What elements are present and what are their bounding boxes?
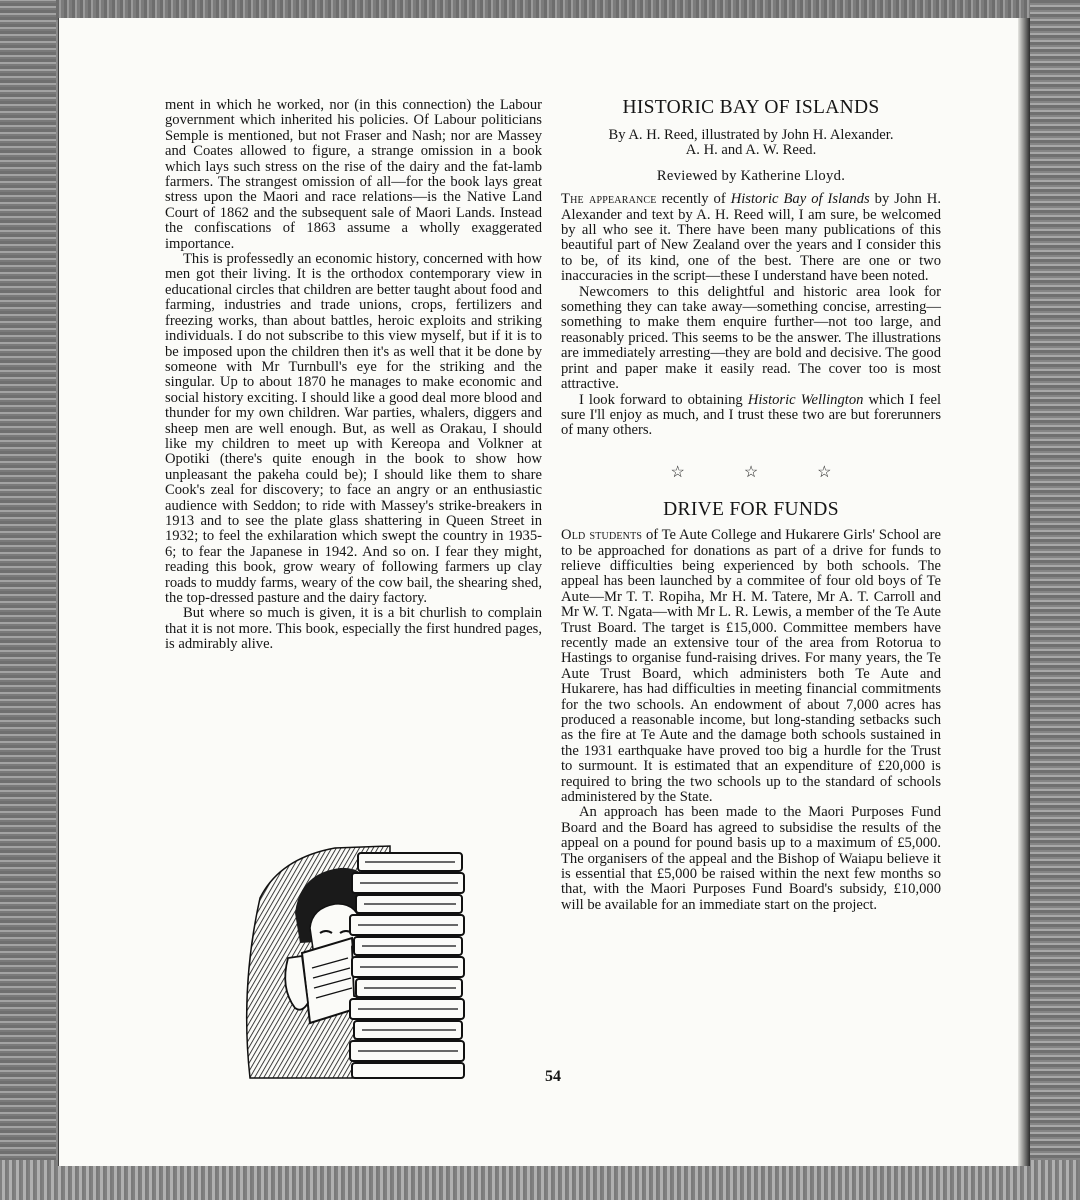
scan-border-top: [0, 0, 1080, 20]
page-number: 54: [545, 1068, 561, 1085]
boy-reading-behind-books-illustration: [240, 838, 472, 1080]
star-icon: ☆: [743, 463, 759, 481]
byline-publisher: A. H. and A. W. Reed.: [685, 142, 817, 159]
drive-paragraph-1: [561, 528, 941, 805]
scan-border-right: [1030, 0, 1080, 1200]
byline-author-illustrator: By A. H. Reed, illustrated by John H. Alexander.: [608, 127, 894, 143]
left-paragraph-3: But where so much is given, it is a bit churlish to complain that it is not more. This book, especially the first hundred pages, is admirably alive.: [165, 605, 542, 653]
review-byline: [561, 128, 941, 159]
historic-lead-in: The appearance: [561, 191, 657, 208]
historic-p3-text-b: which I feel sure I'll enjoy as much, and I trust these two are but forerunners of many others.: [561, 391, 942, 439]
drive-p1-text: of Te Aute College and Hukarere Girls' School are to be approached for donations as part of a drive for funds to relieve difficulties being experienced by both schools. The appeal has been launched by a commitee of four old boys of Te Aute—Mr T. T. Ropiha, Mr H. M. Tatere, Mr A. T. Carroll and Mr W. T. Ngata—with Mr L. R. Lewis, a member of the Te Aute Trust Board. The target is £15,000. Committee members have recently made an extensive tour of the area from Rotorua to Hastings to organise fund-raising drives. For many years, the Te Aute Trust Board, which administers both Te Aute and Hukarere, has had difficulties in meeting financial commitments for the two schools. An endowment of about 7,000 acres has produced a reasonable income, but long-standing setbacks such as the fire at Te Aute and the damage both schools sustained in the 1931 earthquake have proved too big a hurdle for the Trust to surmount. It is estimated that an expenditure of £20,000 is required to bring the two schools up to the standard of schools administered by the State.: [561, 527, 941, 806]
reviewed-by: Reviewed by Katherine Lloyd.: [656, 167, 846, 184]
star-divider: [561, 465, 941, 480]
star-icon: ☆: [670, 463, 685, 481]
historic-book-title: Historic Bay of Islands: [730, 191, 870, 208]
left-column-review-continuation: [165, 98, 542, 653]
right-column: [561, 96, 941, 913]
historic-p1-text-a: recently of: [656, 191, 731, 208]
historic-paragraph-3: [561, 393, 941, 439]
star-icon: ☆: [817, 463, 832, 481]
historic-paragraph-1: [561, 192, 941, 284]
historic-paragraph-2: Newcomers to this delightful and historic area look for something they can take away—something concise, arresting—something to make them enquire further—not too large, and reasonably priced. This seems to be the answer. The illustrations are immediately arresting—they are bold and decisive. The good print and paper make it easily read. The cover too is most attractive.: [561, 283, 941, 393]
scan-border-left: [0, 0, 56, 1200]
drive-for-funds-title: DRIVE FOR FUNDS: [663, 499, 839, 521]
left-paragraph-1: ment in which he worked, nor (in this connection) the Labour government which inherited his policies. Of Labour politicians Semple is mentioned, but not Fraser and Nash; nor are Massey and Coates allowed to figure, a strange omission in a book which lays such stress on the rise of the dairy and the fat-lamb farmers. The strangest omission of all—for the book lays great stress upon the Maori and race relations—is the Native Land Court of 1862 and the subsequent sale of Maori Lands. Instead the confiscations of 1863 assume a wholly exaggerated importance.: [165, 97, 542, 252]
left-paragraph-2: This is professedly an economic history, concerned with how men got their living. It is the orthodox contemporary view in educational circles that children are better taught about food and farming, industries and trade unions, crops, fertilizers and freezing works, than about battles, heroic exploits and striking individuals. I do not subscribe to this view myself, but if it is to be imposed upon the children then it's as well that it be done by someone with Mr Turnbull's eye for the striking and the singular. Up to about 1870 he manages to make economic and social history exciting. I should like a good deal more blood and thunder for my own children. War parties, whalers, diggers and sheep men are well enough. But, as well as Orakau, I should like my children to meet up with Kereopa and Volkner at Opotiki (there's quite enough in the book to show how unpleasant the pakeha could be); I should like them to share Cook's zeal for discovery; to face an angry or an enthusiastic audience with Seddon; to ride with Massey's strike-breakers in 1913 and to see the plate glass shattering in Queen Street in 1932; to feel the exhilaration which swept the country in 1935-6; to fear the Japanese in 1942. And so on. I fear they might, reading this book, grow weary of following farmers up clay roads to muddy farms, weary of the cow bail, the shearing shed, the top-dressed pasture and the dairy factory.: [165, 251, 542, 606]
historic-wellington-title: Historic Wellington: [747, 391, 864, 408]
drive-lead-in: Old students: [561, 527, 643, 544]
page-spine-shadow: [1018, 18, 1030, 1166]
scan-border-bottom: [0, 1160, 1080, 1200]
historic-bay-title: HISTORIC BAY OF ISLANDS: [622, 97, 880, 118]
historic-p1-text-b: by John H. Alexander and text by A. H. Reed will, I am sure, be welcomed by all who see it. There have been many publications of this beautiful part of New Zealand over the years and I consider this to be, of its kind, one of the best. There are one or two inaccuracies in the script—these I understand have been noted.: [561, 191, 941, 285]
drive-paragraph-2: An approach has been made to the Maori Purposes Fund Board and the Board has agreed to subsidise the results of the appeal on a pound for pound basis up to a maximum of £5,000. The organisers of the appeal and the Bishop of Waiapu believe it is essential that £5,000 be raised within the next few months so that, with the Maori Purposes Fund Board's subsidy, £10,000 will be available for an immediate start on the project.: [561, 804, 941, 913]
historic-p3-text-a: I look forward to obtaining: [579, 391, 748, 408]
